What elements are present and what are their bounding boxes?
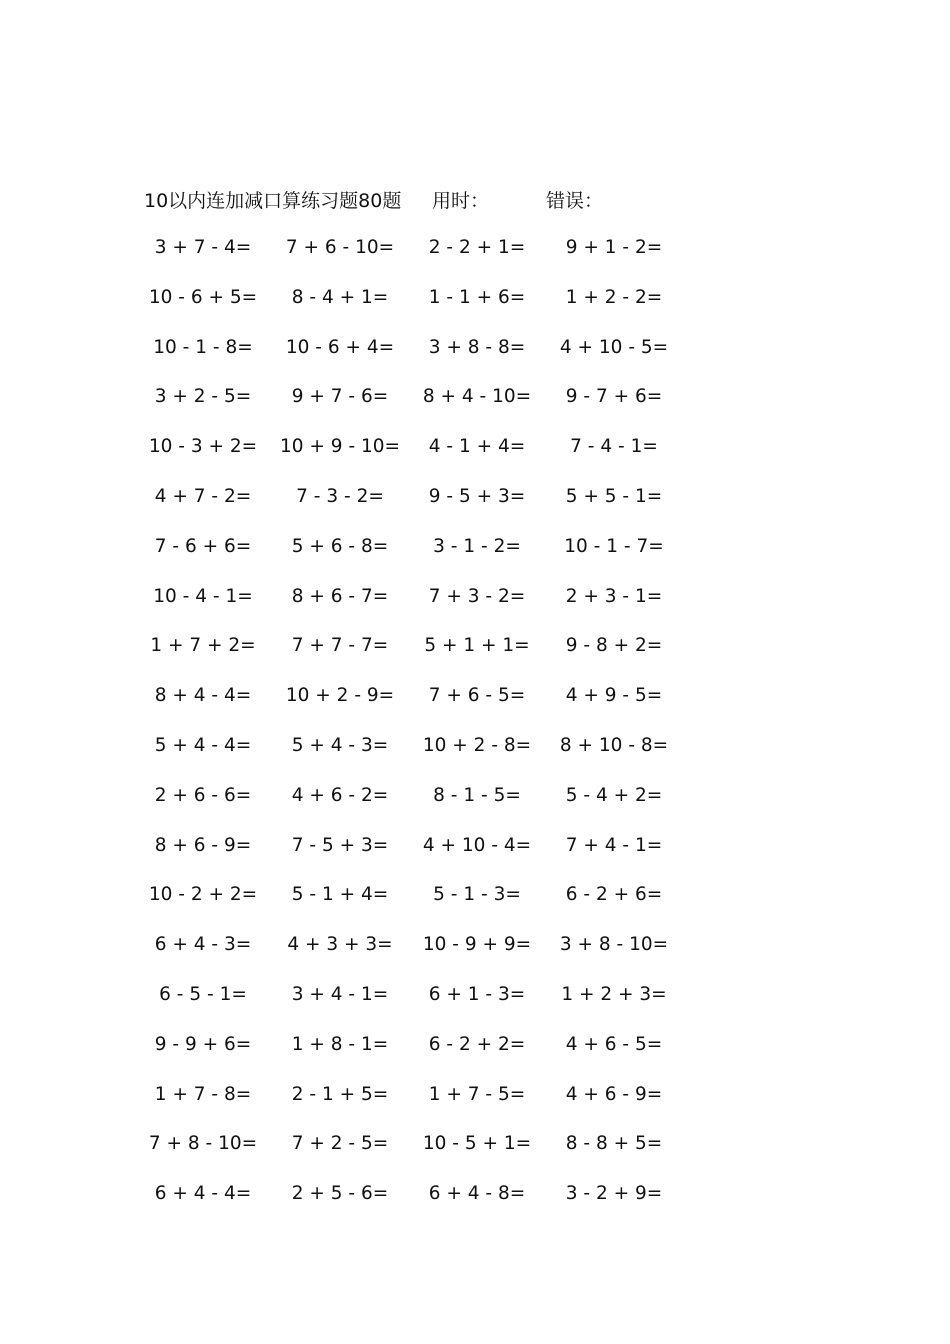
arithmetic-problem: 1 + 7 - 5= — [428, 1083, 526, 1105]
arithmetic-problem: 10 - 1 - 8= — [153, 336, 253, 358]
arithmetic-problem: 1 + 8 - 1= — [291, 1033, 389, 1055]
problem-row — [140, 1180, 700, 1230]
arithmetic-problem: 7 + 6 - 10= — [285, 237, 395, 258]
arithmetic-problem: 10 + 2 - 9= — [285, 685, 395, 707]
arithmetic-problem: 5 - 1 - 3= — [433, 884, 521, 906]
arithmetic-problem: 9 - 5 + 3= — [428, 485, 526, 507]
problem-row — [140, 732, 700, 782]
arithmetic-problem: 4 + 6 - 9= — [565, 1083, 663, 1105]
arithmetic-problem: 7 + 2 - 5= — [291, 1133, 389, 1155]
arithmetic-problem: 2 + 3 - 1= — [565, 585, 663, 607]
time-used-label: 用时： — [432, 190, 490, 212]
arithmetic-problem: 6 - 2 + 2= — [428, 1033, 526, 1055]
arithmetic-problem: 9 + 1 - 2= — [565, 237, 663, 258]
arithmetic-problem: 5 - 4 + 2= — [565, 784, 663, 806]
arithmetic-problem: 7 + 6 - 5= — [428, 685, 526, 707]
problem-row — [140, 433, 700, 483]
arithmetic-problem: 7 - 6 + 6= — [154, 535, 252, 557]
arithmetic-problem: 10 - 9 + 9= — [422, 934, 532, 956]
arithmetic-problem: 6 - 2 + 6= — [565, 884, 663, 906]
problem-row — [140, 1031, 700, 1081]
arithmetic-problem: 2 + 6 - 6= — [154, 784, 252, 806]
problem-row — [140, 284, 700, 334]
arithmetic-problem: 3 - 2 + 9= — [565, 1183, 663, 1205]
worksheet-title: 10以内连加减口算练习题80题 — [144, 190, 402, 212]
arithmetic-problem: 3 + 4 - 1= — [291, 983, 389, 1005]
arithmetic-problem: 3 + 8 - 8= — [428, 336, 526, 358]
arithmetic-problem: 8 - 1 - 5= — [433, 784, 521, 806]
arithmetic-problem: 7 + 8 - 10= — [148, 1133, 258, 1155]
arithmetic-problem: 9 - 9 + 6= — [154, 1033, 252, 1055]
arithmetic-problem: 4 + 7 - 2= — [154, 485, 252, 507]
arithmetic-problem: 8 + 6 - 7= — [291, 585, 389, 607]
arithmetic-problem: 4 + 9 - 5= — [565, 685, 663, 707]
arithmetic-problem: 3 + 2 - 5= — [154, 386, 252, 408]
arithmetic-problem: 5 + 5 - 1= — [565, 485, 663, 507]
arithmetic-problem: 2 - 2 + 1= — [428, 237, 526, 258]
arithmetic-problem: 4 - 1 + 4= — [428, 436, 526, 458]
arithmetic-problem: 4 + 3 + 3= — [287, 934, 393, 956]
arithmetic-problem: 5 + 6 - 8= — [291, 535, 389, 557]
arithmetic-problem: 10 - 6 + 4= — [285, 336, 395, 358]
arithmetic-problem: 2 - 1 + 5= — [291, 1083, 389, 1105]
arithmetic-problem: 4 + 6 - 5= — [565, 1033, 663, 1055]
problem-row — [140, 632, 700, 682]
arithmetic-problem: 5 - 1 + 4= — [291, 884, 389, 906]
arithmetic-problem: 7 + 7 - 7= — [291, 635, 389, 657]
arithmetic-problem: 10 - 3 + 2= — [148, 436, 258, 458]
arithmetic-problem: 10 + 9 - 10= — [280, 436, 401, 458]
arithmetic-problem: 7 - 3 - 2= — [296, 485, 384, 507]
arithmetic-problem: 7 - 4 - 1= — [570, 436, 658, 458]
problem-row — [140, 533, 700, 583]
arithmetic-problem: 1 + 2 + 3= — [561, 983, 667, 1005]
problem-row — [140, 1081, 700, 1131]
arithmetic-problem: 8 + 10 - 8= — [559, 734, 669, 756]
arithmetic-problem: 1 + 7 + 2= — [150, 635, 256, 657]
problem-row — [140, 334, 700, 384]
arithmetic-problem: 4 + 10 - 5= — [559, 336, 669, 358]
problem-row — [140, 981, 700, 1031]
errors-label: 错误： — [546, 190, 604, 212]
arithmetic-problem: 8 + 4 - 4= — [154, 685, 252, 707]
arithmetic-problem: 9 - 8 + 2= — [565, 635, 663, 657]
arithmetic-problem: 5 + 4 - 4= — [154, 734, 252, 756]
problem-row — [140, 832, 700, 882]
arithmetic-problem: 5 + 1 + 1= — [424, 635, 530, 657]
arithmetic-problem: 2 + 5 - 6= — [291, 1183, 389, 1205]
arithmetic-problem: 1 + 2 - 2= — [565, 286, 663, 308]
arithmetic-problem: 10 - 5 + 1= — [422, 1133, 532, 1155]
arithmetic-problem: 1 + 7 - 8= — [154, 1083, 252, 1105]
arithmetic-problem: 7 - 5 + 3= — [291, 834, 389, 856]
arithmetic-problem: 9 + 7 - 6= — [291, 386, 389, 408]
arithmetic-problem: 7 + 3 - 2= — [428, 585, 526, 607]
problem-row — [140, 931, 700, 981]
arithmetic-problem: 5 + 4 - 3= — [291, 734, 389, 756]
arithmetic-problem: 6 + 1 - 3= — [428, 983, 526, 1005]
arithmetic-problem: 1 - 1 + 6= — [428, 286, 526, 308]
arithmetic-problem: 3 + 7 - 4= — [154, 237, 252, 258]
arithmetic-problem: 6 + 4 - 8= — [428, 1183, 526, 1205]
arithmetic-problem: 7 + 4 - 1= — [565, 834, 663, 856]
arithmetic-problem: 6 + 4 - 3= — [154, 934, 252, 956]
arithmetic-problem: 10 - 6 + 5= — [148, 286, 258, 308]
arithmetic-problem: 6 - 5 - 1= — [159, 983, 247, 1005]
problem-row — [140, 234, 700, 284]
problem-row — [140, 1130, 700, 1180]
arithmetic-problem: 10 - 4 - 1= — [153, 585, 253, 607]
arithmetic-problem: 8 - 4 + 1= — [291, 286, 389, 308]
problem-row — [140, 682, 700, 732]
problem-row — [140, 782, 700, 832]
problem-grid — [140, 234, 700, 1230]
problem-row — [140, 383, 700, 433]
arithmetic-problem: 8 + 4 - 10= — [422, 386, 532, 408]
arithmetic-problem: 10 + 2 - 8= — [422, 734, 532, 756]
arithmetic-problem: 8 - 8 + 5= — [565, 1133, 663, 1155]
arithmetic-problem: 10 - 2 + 2= — [148, 884, 258, 906]
problem-row — [140, 483, 700, 533]
arithmetic-problem: 4 + 6 - 2= — [291, 784, 389, 806]
arithmetic-problem: 3 + 8 - 10= — [559, 934, 669, 956]
arithmetic-problem: 8 + 6 - 9= — [154, 834, 252, 856]
arithmetic-problem: 6 + 4 - 4= — [154, 1183, 252, 1205]
problem-row — [140, 881, 700, 931]
arithmetic-problem: 9 - 7 + 6= — [565, 386, 663, 408]
arithmetic-problem: 3 - 1 - 2= — [433, 535, 521, 557]
arithmetic-problem: 10 - 1 - 7= — [564, 535, 664, 557]
problem-row — [140, 583, 700, 633]
arithmetic-problem: 4 + 10 - 4= — [422, 834, 532, 856]
